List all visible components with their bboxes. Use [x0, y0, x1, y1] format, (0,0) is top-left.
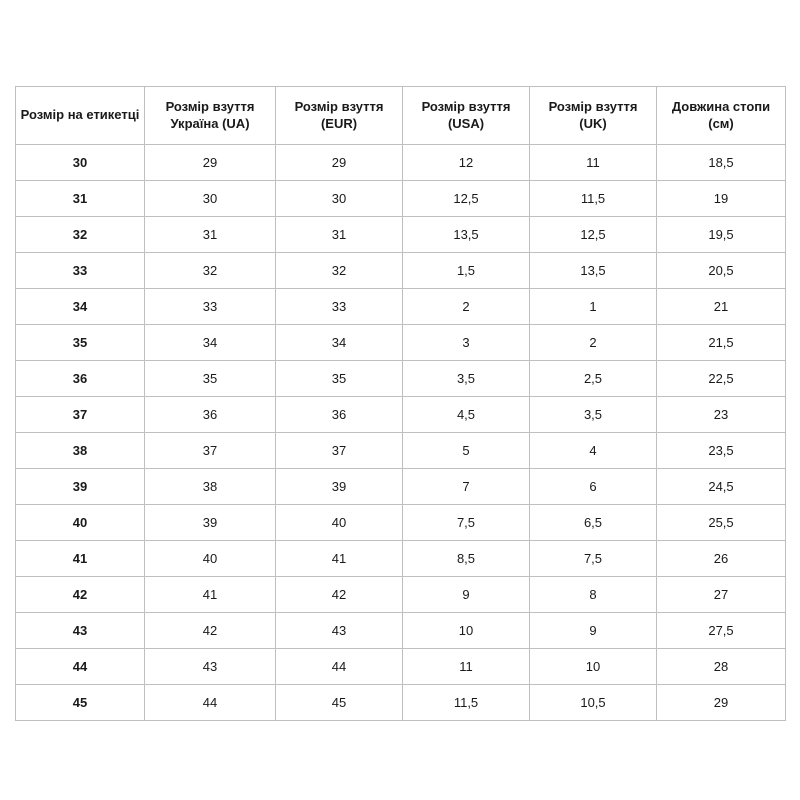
cell-uk-size: 12,5 — [530, 217, 657, 253]
table-row — [16, 433, 786, 469]
cell-ua-size: 38 — [145, 469, 276, 505]
cell-uk-size: 10,5 — [530, 685, 657, 721]
cell-ua-size: 29 — [145, 145, 276, 181]
cell-eur-size: 36 — [276, 397, 403, 433]
table-row — [16, 613, 786, 649]
cell-usa-size: 11 — [403, 649, 530, 685]
cell-usa-size: 3 — [403, 325, 530, 361]
column-header-usa-size: Розмір взуття (USA) — [403, 87, 530, 145]
cell-eur-size: 42 — [276, 577, 403, 613]
cell-label-size: 32 — [16, 217, 145, 253]
table-row — [16, 289, 786, 325]
cell-usa-size: 11,5 — [403, 685, 530, 721]
column-header-uk-size: Розмір взуття (UK) — [530, 87, 657, 145]
cell-foot-length: 21,5 — [657, 325, 786, 361]
cell-eur-size: 39 — [276, 469, 403, 505]
table-row — [16, 541, 786, 577]
table-row — [16, 361, 786, 397]
cell-uk-size: 3,5 — [530, 397, 657, 433]
cell-eur-size: 40 — [276, 505, 403, 541]
cell-label-size: 41 — [16, 541, 145, 577]
table-row — [16, 397, 786, 433]
cell-uk-size: 2 — [530, 325, 657, 361]
cell-usa-size: 1,5 — [403, 253, 530, 289]
cell-ua-size: 31 — [145, 217, 276, 253]
cell-ua-size: 44 — [145, 685, 276, 721]
cell-uk-size: 6 — [530, 469, 657, 505]
cell-usa-size: 12,5 — [403, 181, 530, 217]
cell-foot-length: 26 — [657, 541, 786, 577]
cell-label-size: 45 — [16, 685, 145, 721]
cell-usa-size: 10 — [403, 613, 530, 649]
cell-label-size: 37 — [16, 397, 145, 433]
column-header-ua-size: Розмір взуття Україна (UA) — [145, 87, 276, 145]
cell-label-size: 35 — [16, 325, 145, 361]
cell-foot-length: 22,5 — [657, 361, 786, 397]
shoe-size-table — [15, 86, 786, 721]
cell-ua-size: 35 — [145, 361, 276, 397]
cell-label-size: 40 — [16, 505, 145, 541]
cell-label-size: 44 — [16, 649, 145, 685]
cell-usa-size: 3,5 — [403, 361, 530, 397]
table-row — [16, 505, 786, 541]
cell-ua-size: 30 — [145, 181, 276, 217]
cell-uk-size: 1 — [530, 289, 657, 325]
cell-usa-size: 7,5 — [403, 505, 530, 541]
cell-ua-size: 39 — [145, 505, 276, 541]
cell-ua-size: 42 — [145, 613, 276, 649]
table-row — [16, 145, 786, 181]
cell-uk-size: 13,5 — [530, 253, 657, 289]
table-row — [16, 217, 786, 253]
cell-ua-size: 32 — [145, 253, 276, 289]
cell-eur-size: 32 — [276, 253, 403, 289]
cell-foot-length: 21 — [657, 289, 786, 325]
column-header-eur-size: Розмір взуття (EUR) — [276, 87, 403, 145]
cell-ua-size: 40 — [145, 541, 276, 577]
cell-usa-size: 7 — [403, 469, 530, 505]
cell-foot-length: 20,5 — [657, 253, 786, 289]
cell-ua-size: 43 — [145, 649, 276, 685]
cell-eur-size: 29 — [276, 145, 403, 181]
table-body — [16, 145, 786, 721]
cell-label-size: 36 — [16, 361, 145, 397]
cell-label-size: 39 — [16, 469, 145, 505]
cell-label-size: 43 — [16, 613, 145, 649]
cell-foot-length: 25,5 — [657, 505, 786, 541]
cell-eur-size: 44 — [276, 649, 403, 685]
cell-foot-length: 19 — [657, 181, 786, 217]
table-row — [16, 469, 786, 505]
cell-foot-length: 27,5 — [657, 613, 786, 649]
cell-uk-size: 9 — [530, 613, 657, 649]
cell-usa-size: 9 — [403, 577, 530, 613]
cell-eur-size: 31 — [276, 217, 403, 253]
table-header — [16, 87, 786, 145]
cell-uk-size: 4 — [530, 433, 657, 469]
size-chart-wrapper — [15, 86, 785, 721]
cell-ua-size: 34 — [145, 325, 276, 361]
cell-ua-size: 36 — [145, 397, 276, 433]
cell-uk-size: 10 — [530, 649, 657, 685]
table-row — [16, 325, 786, 361]
cell-label-size: 38 — [16, 433, 145, 469]
cell-ua-size: 37 — [145, 433, 276, 469]
cell-usa-size: 2 — [403, 289, 530, 325]
table-row — [16, 649, 786, 685]
cell-uk-size: 11 — [530, 145, 657, 181]
table-row — [16, 577, 786, 613]
cell-label-size: 30 — [16, 145, 145, 181]
cell-eur-size: 35 — [276, 361, 403, 397]
cell-eur-size: 43 — [276, 613, 403, 649]
cell-label-size: 31 — [16, 181, 145, 217]
cell-label-size: 42 — [16, 577, 145, 613]
cell-foot-length: 24,5 — [657, 469, 786, 505]
cell-eur-size: 37 — [276, 433, 403, 469]
cell-ua-size: 33 — [145, 289, 276, 325]
column-header-label-size: Розмір на етикетці — [16, 87, 145, 145]
table-header-row — [16, 87, 786, 145]
cell-foot-length: 19,5 — [657, 217, 786, 253]
cell-foot-length: 23,5 — [657, 433, 786, 469]
cell-foot-length: 29 — [657, 685, 786, 721]
table-row — [16, 253, 786, 289]
cell-eur-size: 34 — [276, 325, 403, 361]
cell-usa-size: 8,5 — [403, 541, 530, 577]
table-row — [16, 685, 786, 721]
table-row — [16, 181, 786, 217]
cell-label-size: 34 — [16, 289, 145, 325]
cell-eur-size: 45 — [276, 685, 403, 721]
cell-usa-size: 4,5 — [403, 397, 530, 433]
cell-uk-size: 8 — [530, 577, 657, 613]
cell-foot-length: 18,5 — [657, 145, 786, 181]
cell-eur-size: 41 — [276, 541, 403, 577]
cell-label-size: 33 — [16, 253, 145, 289]
cell-uk-size: 6,5 — [530, 505, 657, 541]
cell-uk-size: 11,5 — [530, 181, 657, 217]
cell-foot-length: 23 — [657, 397, 786, 433]
cell-ua-size: 41 — [145, 577, 276, 613]
cell-uk-size: 7,5 — [530, 541, 657, 577]
cell-foot-length: 27 — [657, 577, 786, 613]
cell-usa-size: 13,5 — [403, 217, 530, 253]
cell-usa-size: 5 — [403, 433, 530, 469]
cell-foot-length: 28 — [657, 649, 786, 685]
column-header-foot-length: Довжина стопи (см) — [657, 87, 786, 145]
cell-uk-size: 2,5 — [530, 361, 657, 397]
cell-usa-size: 12 — [403, 145, 530, 181]
cell-eur-size: 33 — [276, 289, 403, 325]
cell-eur-size: 30 — [276, 181, 403, 217]
